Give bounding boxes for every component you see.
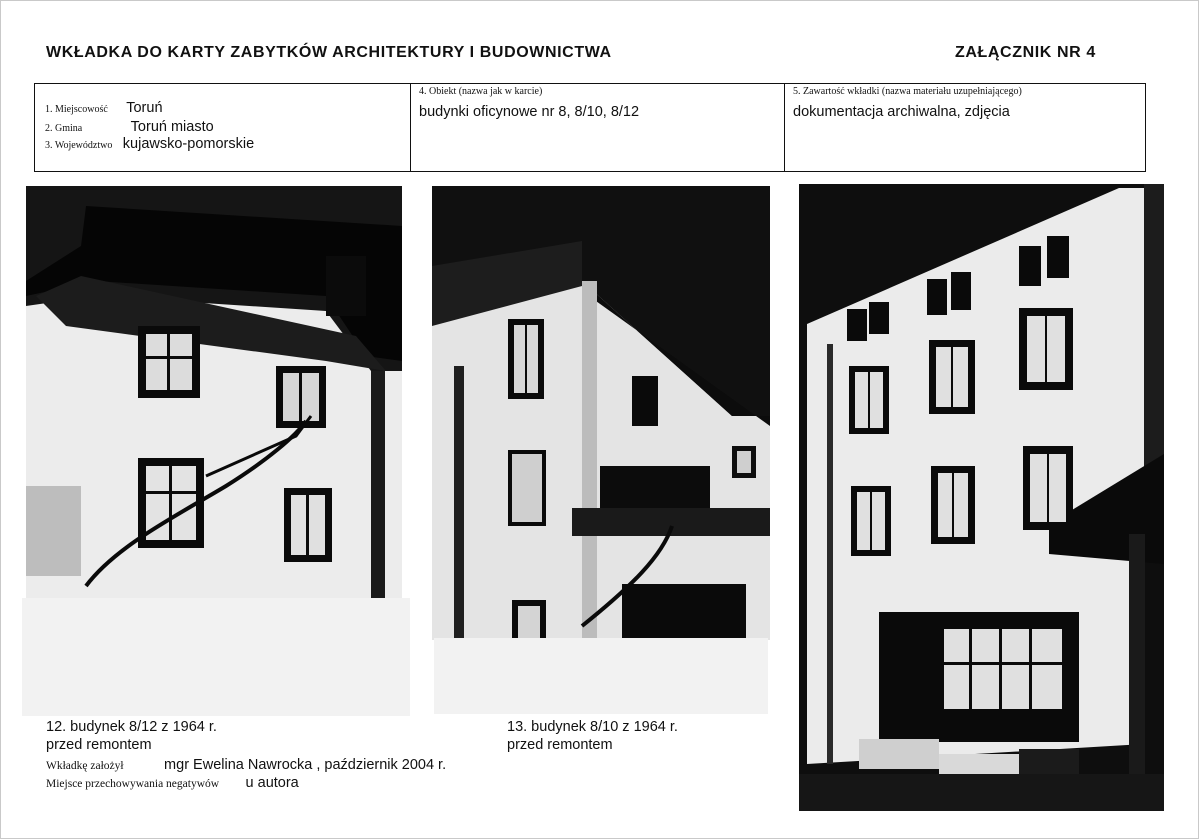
voivodeship-row bbox=[45, 135, 254, 153]
document-title: WKŁADKA DO KARTY ZABYTKÓW ARCHITEKTURY I BUDOWNICTWA bbox=[46, 44, 612, 61]
commune-row bbox=[45, 118, 214, 136]
storage-value: u autora bbox=[245, 775, 299, 791]
photo-building-8-10 bbox=[432, 186, 770, 640]
photo-building-8-image bbox=[799, 184, 1164, 811]
locality-row bbox=[45, 99, 163, 117]
annex-number: ZAŁĄCZNIK NR 4 bbox=[955, 44, 1096, 61]
storage-row bbox=[46, 774, 299, 792]
caption-photo-12-line2: przed remontem bbox=[46, 737, 152, 753]
caption-photo-13-line1: 13. budynek 8/10 z 1964 r. bbox=[507, 719, 678, 735]
header-table bbox=[34, 83, 1146, 172]
caption-photo-13-line2: przed remontem bbox=[507, 737, 613, 753]
content-label: 5. Zawartość wkładki (nazwa materiału uzupełniającego) bbox=[793, 86, 1022, 97]
location-cell bbox=[34, 84, 411, 171]
object-label: 4. Obiekt (nazwa jak w karcie) bbox=[419, 86, 543, 97]
photo-building-8-12 bbox=[26, 186, 402, 600]
photo-building-8 bbox=[799, 184, 1164, 811]
storage-label: Miejsce przechowywania negatywów bbox=[46, 778, 220, 790]
content-cell bbox=[784, 84, 1146, 171]
commune-label: 2. Gmina bbox=[45, 123, 83, 134]
object-value: budynki oficynowe nr 8, 8/10, 8/12 bbox=[419, 104, 640, 120]
voivodeship-label: 3. Województwo bbox=[45, 140, 113, 151]
author-label: Wkładkę założył bbox=[46, 760, 124, 772]
photo-building-8-10-image bbox=[432, 186, 770, 640]
content-value: dokumentacja archiwalna, zdjęcia bbox=[793, 104, 1010, 120]
commune-value: Toruń miasto bbox=[130, 119, 214, 135]
voivodeship-value: kujawsko-pomorskie bbox=[122, 136, 255, 152]
author-value: mgr Ewelina Nawrocka , październik 2004 r. bbox=[164, 757, 447, 773]
author-row bbox=[46, 756, 446, 774]
object-cell bbox=[410, 84, 785, 171]
photo-paper-strip-2 bbox=[434, 638, 768, 714]
photo-building-8-12-image bbox=[26, 186, 402, 600]
locality-value: Toruń bbox=[126, 100, 163, 116]
photo-paper-strip-1 bbox=[22, 598, 410, 716]
locality-label: 1. Miejscowość bbox=[45, 104, 108, 115]
caption-photo-12-line1: 12. budynek 8/12 z 1964 r. bbox=[46, 719, 217, 735]
